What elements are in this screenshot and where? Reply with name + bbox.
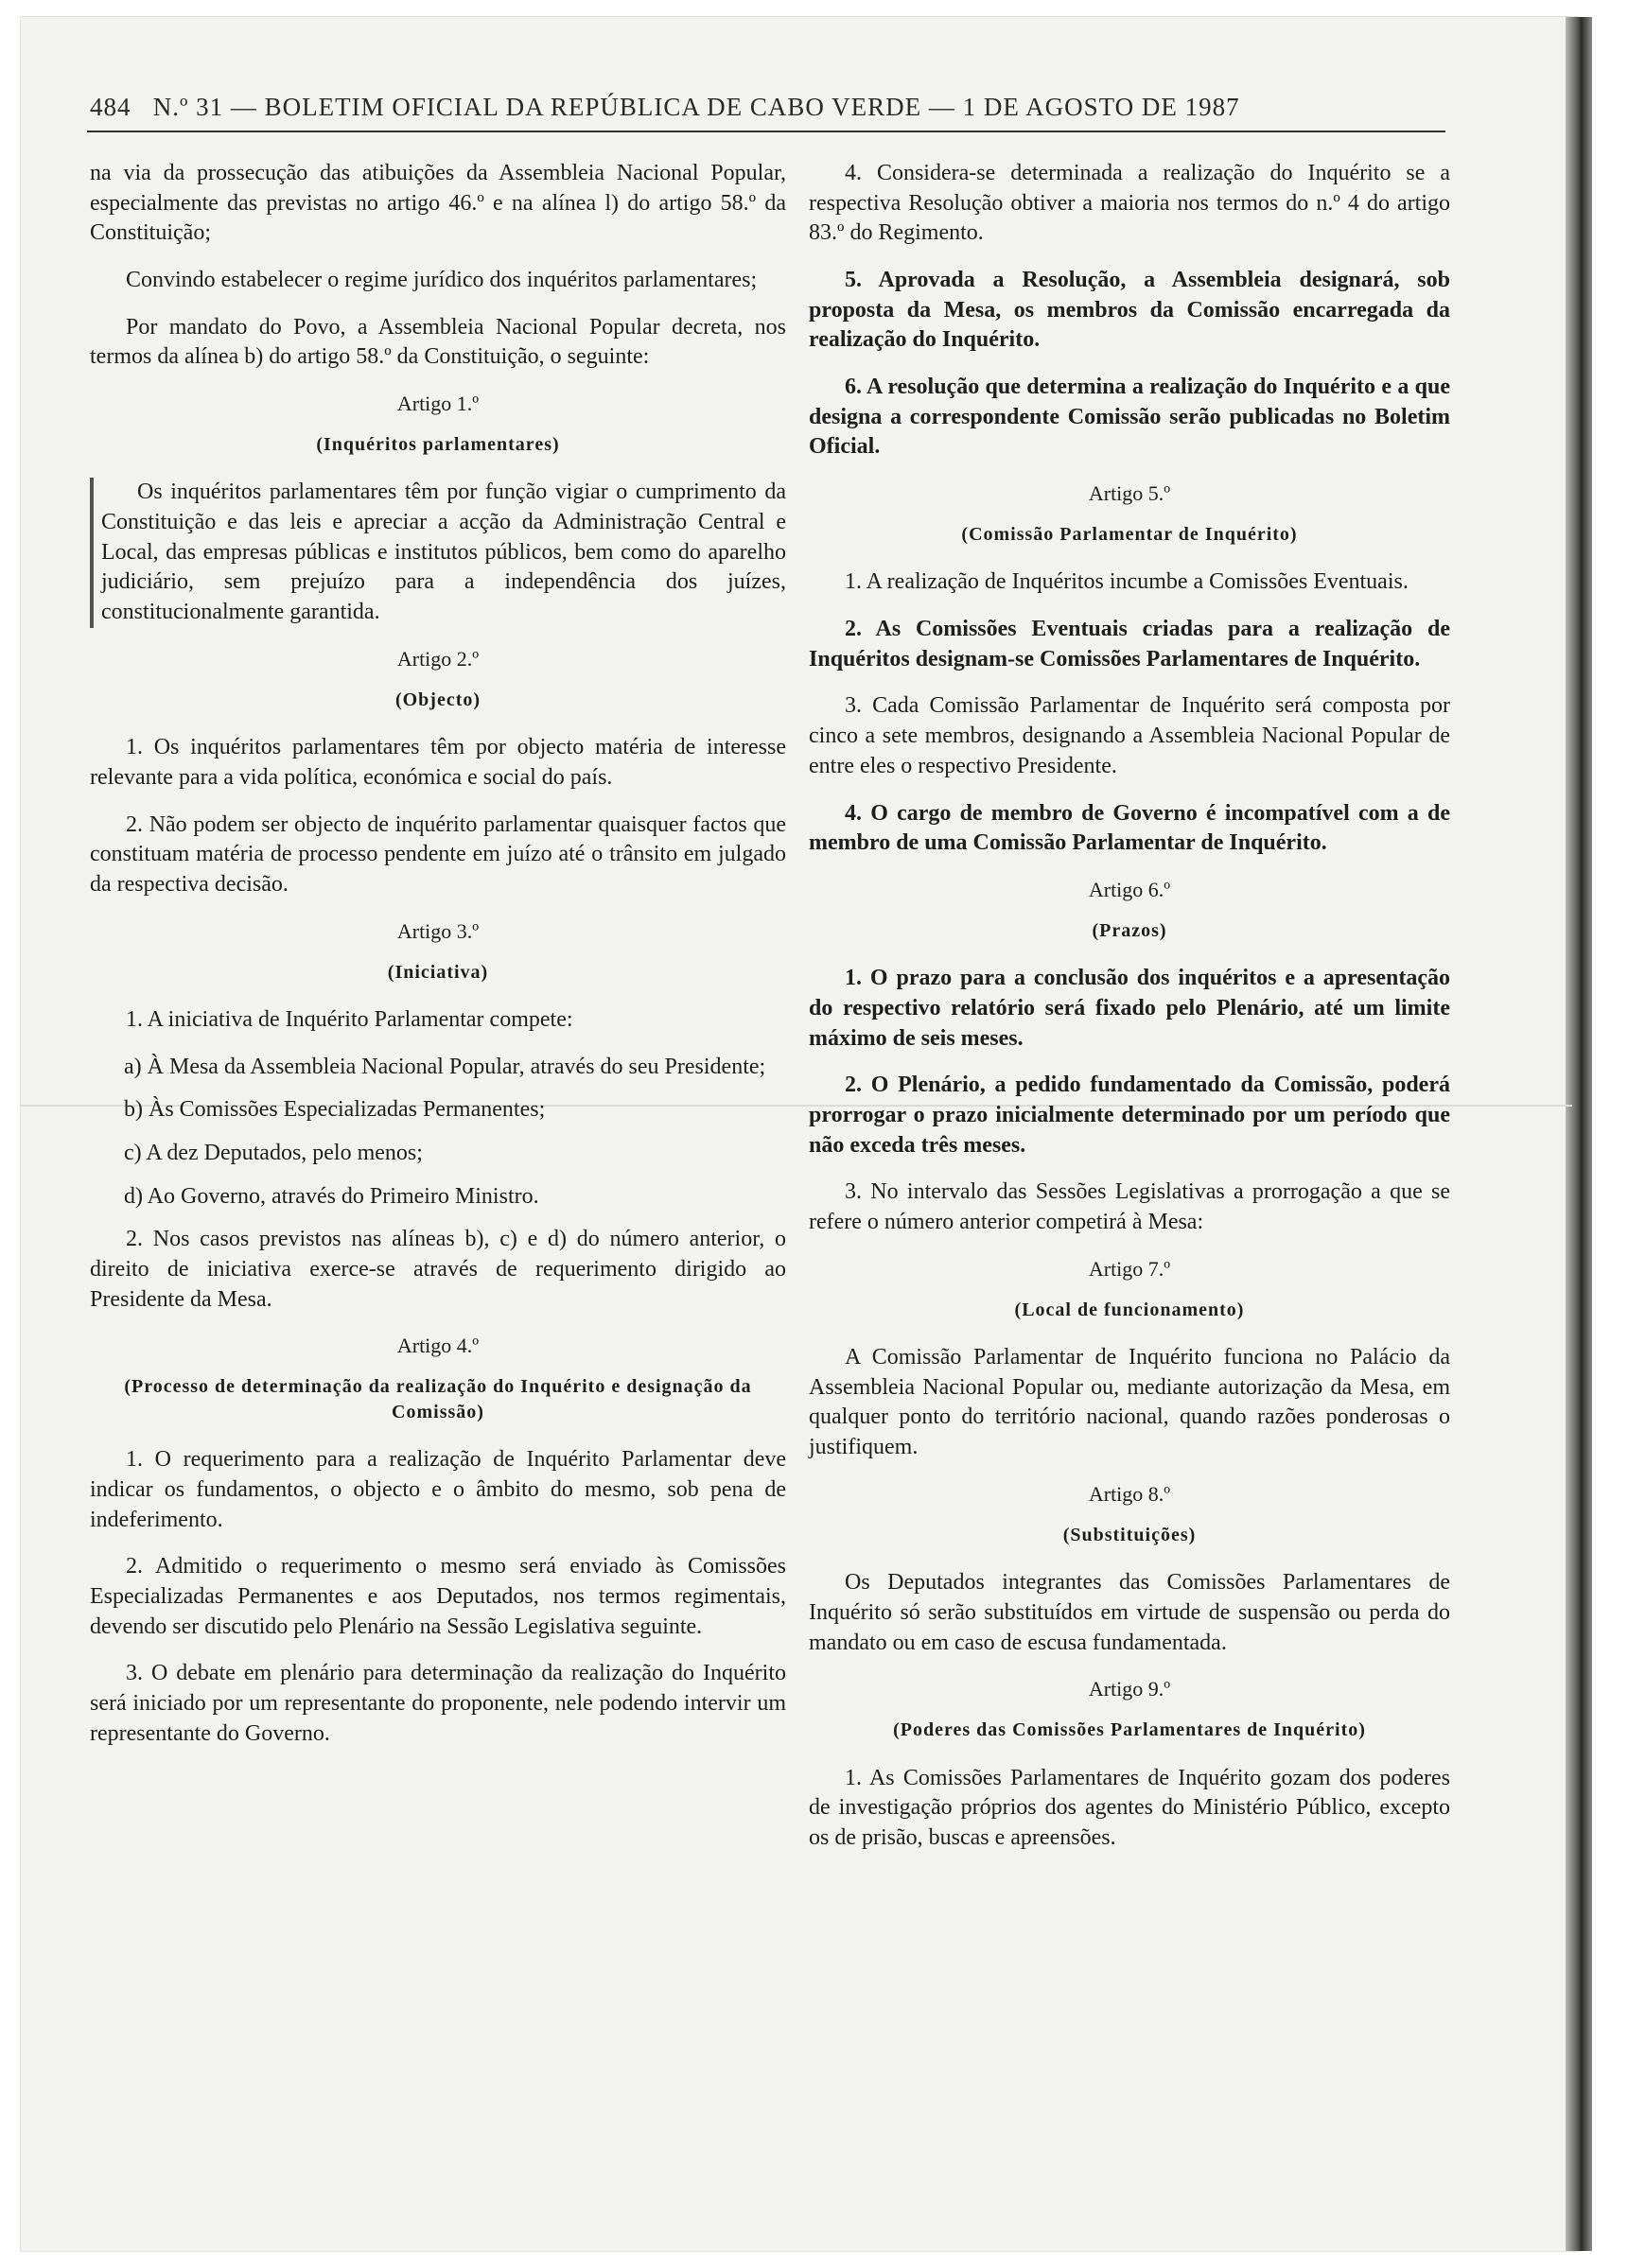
- article-text: Os Deputados integrantes das Comissões Parlamentares de Inquérito só serão substituídos em virtude de suspensão ou perda do mandato ou em caso de escusa fundamentada.: [809, 1570, 1450, 1655]
- preamble-paragraph: na via da prossecução das atibuições da Assembleia Nacional Popular, especialmente das previstas no artigo 46.º e na alínea l) do artigo 58.º da Constituição;: [90, 161, 786, 246]
- article-title: Artigo 1.º: [396, 392, 480, 416]
- list-item: a) À Mesa da Assembleia Nacional Popular, através do seu Presidente;: [124, 1054, 766, 1079]
- article-paragraph: 2. O Plenário, a pedido fundamentado da Comissão, poderá prorrogar o prazo inicialmente determinado por um período que não exceda três meses.: [809, 1073, 1450, 1158]
- article-subtitle: (Substituições): [1062, 1524, 1197, 1545]
- article-subtitle: (Iniciativa): [387, 961, 489, 983]
- list-item: d) Ao Governo, através do Primeiro Ministro.: [124, 1183, 539, 1209]
- article-paragraph: 3. Cada Comissão Parlamentar de Inquérito será composta por cinco a sete membros, designando a Assembleia Nacional Popular de entre eles o respectivo Presidente.: [809, 693, 1450, 778]
- article-paragraph: 2. Não podem ser objecto de inquérito parlamentar quaisquer factos que constituam matéria de processo pendente em juízo até o trânsito em julgado da respectiva decisão.: [90, 811, 786, 897]
- article-paragraph: 1. A iniciativa de Inquérito Parlamentar compete:: [126, 1007, 573, 1033]
- article-paragraph: 1. O requerimento para a realização de Inquérito Parlamentar deve indicar os fundamentos, o objecto e o âmbito do mesmo, sob pena de indeferimento.: [90, 1447, 786, 1532]
- article-subtitle: (Prazos): [1092, 919, 1167, 941]
- article-title: Artigo 6.º: [1088, 877, 1171, 901]
- article-subtitle: (Objecto): [394, 689, 481, 710]
- list-item: b) Às Comissões Especializadas Permanentes;: [124, 1097, 546, 1123]
- article-paragraph: 4. Considera-se determinada a realização do Inquérito se a respectiva Resolução obtiver a maioria nos termos do n.º 4 do artigo 83.º do Regimento.: [809, 161, 1450, 246]
- article-paragraph: 2. As Comissões Eventuais criadas para a realização de Inquéritos designam-se Comissões Parlamentares de Inquérito.: [809, 617, 1450, 672]
- page-number: 484: [90, 93, 131, 121]
- article-paragraph: 6. A resolução que determina a realização do Inquérito e a que designa a correspondente Comissão serão publicadas no Boletim Oficial.: [809, 375, 1450, 460]
- article-title: Artigo 2.º: [396, 646, 480, 671]
- article-subtitle: (Poderes das Comissões Parlamentares de Inquérito): [893, 1719, 1366, 1741]
- right-column: [809, 159, 1450, 1871]
- article-text: A Comissão Parlamentar de Inquérito funciona no Palácio da Assembleia Nacional Popular ou, mediante autorização da Mesa, em qualquer ponto do território nacional, quando razões ponderosas o justifiquem.: [809, 1345, 1450, 1460]
- article-paragraph: 2. Admitido o requerimento o mesmo será enviado às Comissões Especializadas Permanentes e aos Deputados, nos termos regimentais, devendo ser discutido pelo Plenário na Sessão Legislativa seguinte.: [90, 1554, 786, 1639]
- article-title: Artigo 4.º: [396, 1334, 480, 1358]
- article-paragraph: 1. Os inquéritos parlamentares têm por objecto matéria de interesse relevante para a vida política, económica e social do país.: [90, 735, 786, 790]
- article-paragraph: 4. O cargo de membro de Governo é incompatível com a de membro de uma Comissão Parlamentar de Inquérito.: [809, 800, 1450, 856]
- article-title: Artigo 7.º: [1088, 1256, 1171, 1281]
- running-header: [90, 93, 1433, 122]
- left-column: [90, 159, 786, 1766]
- article-paragraph: 3. O debate em plenário para determinação da realização do Inquérito será iniciado por um representante do proponente, nele podendo intervir um representante do Governo.: [90, 1661, 786, 1746]
- article-title: Artigo 3.º: [396, 918, 480, 943]
- list-item: c) A dez Deputados, pelo menos;: [124, 1141, 423, 1166]
- preamble-paragraph: Convindo estabelecer o regime jurídico dos inquéritos parlamentares;: [126, 268, 758, 293]
- article-title: Artigo 9.º: [1088, 1677, 1171, 1701]
- article-paragraph: 1. A realização de Inquéritos incumbe a Comissões Eventuais.: [845, 569, 1409, 595]
- article-paragraph: 1. O prazo para a conclusão dos inquéritos e a apresentação do respectivo relatório será fixado pelo Plenário, até um limite máximo de seis meses.: [809, 966, 1450, 1051]
- page-fold-shadow: [1566, 17, 1592, 2251]
- article-paragraph: 3. No intervalo das Sessões Legislativas a prorrogação a que se refere o número anterior competirá à Mesa:: [809, 1179, 1450, 1234]
- article-title: Artigo 8.º: [1088, 1481, 1171, 1506]
- article-subtitle: (Processo de determinação da realização do Inquérito e designação da Comissão): [124, 1376, 752, 1422]
- header-rule: [87, 131, 1445, 132]
- article-title: Artigo 5.º: [1088, 481, 1171, 506]
- article-subtitle: (Inquéritos parlamentares): [316, 434, 560, 456]
- article-paragraph: 2. Nos casos previstos nas alíneas b), c) e d) do número anterior, o direito de iniciativa exerce-se através de requerimento dirigido ao Presidente da Mesa.: [90, 1227, 786, 1312]
- article-paragraph: 5. Aprovada a Resolução, a Assembleia designará, sob proposta da Mesa, os membros da Comissão encarregada da realização do Inquérito.: [809, 268, 1450, 353]
- article-subtitle: (Comissão Parlamentar de Inquérito): [961, 524, 1298, 546]
- article-subtitle: (Local de funcionamento): [1014, 1299, 1245, 1320]
- header-title: N.º 31 — BOLETIM OFICIAL DA REPÚBLICA DE CABO VERDE — 1 DE AGOSTO DE 1987: [152, 93, 1240, 121]
- article-text: Os inquéritos parlamentares têm por função vigiar o cumprimento da Constituição e das leis e apreciar a acção da Administração Central e Local, das empresas públicas e institutos públicos, bem como do aparelho judiciário, sem prejuízo para a independência dos juízes, constitucionalmente garantida.: [90, 478, 786, 627]
- article-paragraph: 1. As Comissões Parlamentares de Inquérito gozam dos poderes de investigação próprios dos agentes do Ministério Público, excepto os de prisão, buscas e apreensões.: [809, 1765, 1450, 1850]
- preamble-paragraph: Por mandato do Povo, a Assembleia Nacional Popular decreta, nos termos da alínea b) do artigo 58.º da Constituição, o seguinte:: [90, 314, 786, 370]
